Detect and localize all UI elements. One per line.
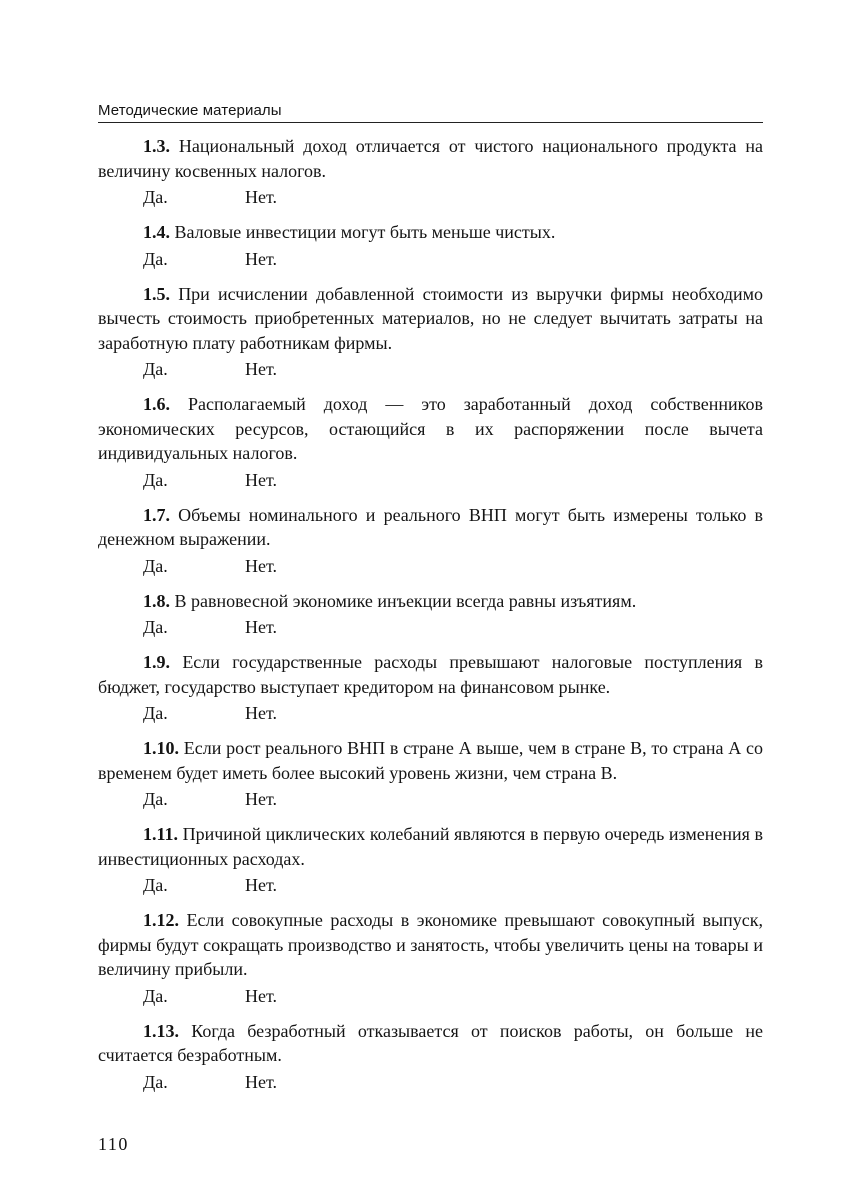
question-number: 1.8. — [143, 590, 170, 611]
question-text — [98, 134, 763, 183]
answer-options — [98, 1070, 763, 1094]
answer-options — [98, 701, 763, 725]
question-text — [98, 1019, 763, 1068]
answer-options — [98, 615, 763, 639]
answer-options — [98, 984, 763, 1008]
answer-no: Нет. — [245, 1071, 278, 1092]
question-text — [98, 392, 763, 466]
answer-no: Нет. — [245, 875, 278, 895]
answer-yes: Да. — [143, 555, 168, 576]
question-1-5 — [98, 282, 763, 382]
answer-yes: Да. — [143, 469, 168, 490]
answer-options — [98, 468, 763, 492]
page-number: 110 — [98, 1134, 129, 1154]
answer-yes: Да. — [143, 703, 168, 723]
question-1-9 — [98, 650, 763, 725]
question-text — [98, 589, 763, 614]
question-body: Причиной циклических колебаний являются в первую очередь изменения в инвестиционных расходах. — [98, 824, 764, 869]
answer-no: Нет. — [245, 248, 278, 269]
answer-yes: Да. — [143, 875, 168, 895]
answer-no: Нет. — [245, 359, 278, 379]
question-body: Валовые инвестиции могут быть меньше чистых. — [174, 222, 556, 242]
question-body: Если государственные расходы превышают налоговые поступления в бюджет, государство выступает кредитором на финансовом рынке. — [98, 652, 763, 697]
question-1-13 — [98, 1019, 763, 1094]
question-number: 1.4. — [143, 222, 170, 242]
answer-options — [98, 357, 763, 381]
answer-no: Нет. — [245, 469, 278, 490]
question-text — [98, 220, 763, 245]
question-1-8 — [98, 589, 763, 640]
answer-no: Нет. — [245, 555, 278, 576]
answer-yes: Да. — [143, 1071, 168, 1092]
running-header: Методические материалы — [98, 102, 282, 119]
answer-yes: Да. — [143, 789, 168, 809]
question-text — [98, 822, 763, 871]
question-body: В равновесной экономике инъекции всегда равны изъятиям. — [174, 590, 637, 611]
question-number: 1.11. — [143, 824, 179, 844]
answer-yes: Да. — [143, 187, 168, 207]
question-text — [98, 650, 763, 699]
question-text — [98, 736, 763, 785]
answer-yes: Да. — [143, 617, 168, 637]
question-number: 1.13. — [143, 1020, 179, 1041]
question-number: 1.9. — [143, 652, 170, 672]
question-1-3 — [98, 134, 763, 209]
question-1-10 — [98, 736, 763, 811]
question-text — [98, 503, 763, 552]
question-1-6 — [98, 392, 763, 492]
answer-options — [98, 787, 763, 811]
question-number: 1.6. — [143, 394, 170, 414]
answer-yes: Да. — [143, 248, 168, 269]
question-1-4 — [98, 220, 763, 271]
question-1-12 — [98, 908, 763, 1008]
question-number: 1.5. — [143, 283, 170, 304]
question-number: 1.3. — [143, 136, 170, 156]
question-text — [98, 282, 763, 356]
question-number: 1.10. — [143, 738, 179, 758]
question-body: При исчислении добавленной стоимости из выручки фирмы необходимо вычесть стоимость приобретенных материалов, но не следует вычитать затраты на заработную плату работникам фирмы. — [98, 283, 763, 353]
question-body: Когда безработный отказывается от поисков работы, он больше не считается безработным. — [98, 1020, 764, 1065]
question-text — [98, 908, 763, 982]
question-body: Если совокупные расходы в экономике превышают совокупный выпуск, фирмы будут сокращать производство и занятость, чтобы увеличить цены на товары и величину прибыли. — [98, 910, 764, 979]
question-list — [98, 134, 763, 1094]
answer-options — [98, 247, 763, 271]
document-page — [98, 0, 763, 1193]
question-number: 1.12. — [143, 910, 179, 930]
question-1-11 — [98, 822, 763, 897]
answer-no: Нет. — [245, 617, 278, 637]
header-rule — [98, 122, 763, 123]
question-body: Если рост реального ВНП в стране А выше, чем в стране В, то страна А со временем будет иметь более высокий уровень жизни, чем страна В. — [98, 738, 764, 783]
question-body: Располагаемый доход — это заработанный доход собственников экономических ресурсов, остающийся в их распоряжении после вычета индивидуальных налогов. — [98, 394, 763, 463]
answer-options — [98, 873, 763, 897]
answer-no: Нет. — [245, 985, 278, 1006]
question-number: 1.7. — [143, 504, 170, 525]
answer-yes: Да. — [143, 359, 168, 379]
answer-no: Нет. — [245, 703, 278, 723]
answer-yes: Да. — [143, 985, 168, 1006]
question-body: Национальный доход отличается от чистого национального продукта на величину косвенных налогов. — [98, 136, 764, 181]
answer-options — [98, 185, 763, 209]
answer-options — [98, 554, 763, 578]
question-1-7 — [98, 503, 763, 578]
answer-no: Нет. — [245, 789, 278, 809]
question-body: Объемы номинального и реального ВНП могут быть измерены только в денежном выражении. — [98, 504, 764, 549]
answer-no: Нет. — [245, 187, 278, 207]
